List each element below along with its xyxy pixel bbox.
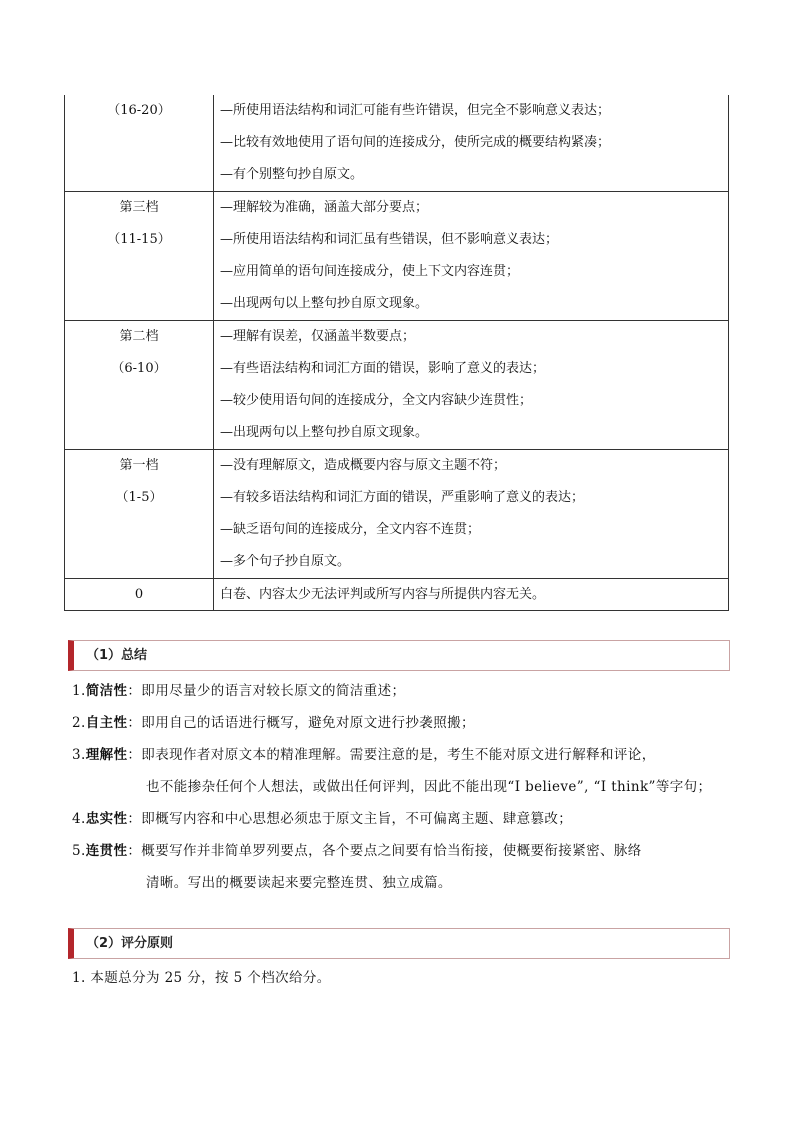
criterion: —比较有效地使用了语句间的连接成分，使所完成的概要结构紧凑； <box>220 135 611 150</box>
item-continuation: 也不能掺杂任何个人想法，或做出任何评判，因此不能出现“I believe”, “I think”等字句； <box>146 779 712 795</box>
criteria-cell <box>214 579 729 611</box>
criterion: —所使用语法结构和词汇虽有些错误，但不影响意义表达； <box>220 232 559 247</box>
criteria-cell <box>214 450 729 579</box>
item-term: 自主性 <box>85 715 128 731</box>
criterion: 白卷、内容太少无法评判或所写内容与所提供内容无关。 <box>220 587 546 602</box>
level-name: 第三档 <box>119 200 159 215</box>
level-cell <box>65 450 214 579</box>
criterion: —有个别整句抄自原文。 <box>220 167 364 182</box>
criterion: —理解较为准确，涵盖大部分要点； <box>220 200 429 215</box>
criteria-cell <box>214 192 729 321</box>
summary-list <box>72 675 732 899</box>
item-text: ：概要写作并非简单罗列要点，各个要点之间要有恰当衔接，使概要衔接紧密、脉络 <box>127 843 642 859</box>
item-text: ：即用自己的话语进行概写，避免对原文进行抄袭照搬； <box>127 715 475 731</box>
criterion: —理解有误差，仅涵盖半数要点； <box>220 329 416 344</box>
item-text: ：即表现作者对原文本的精准理解。需要注意的是，考生不能对原文进行解释和评论， <box>127 747 656 763</box>
score-range: （1-5） <box>115 490 163 505</box>
item-term: 忠实性 <box>85 811 128 827</box>
item-number: 3. <box>72 747 86 763</box>
list-item <box>72 835 732 899</box>
scoring-line: 1. 本题总分为 25 分，按 5 个档次给分。 <box>72 970 331 986</box>
item-number: 5. <box>72 843 86 859</box>
rubric-row <box>65 95 729 192</box>
item-number: 1. <box>72 683 86 699</box>
criterion: —多个句子抄自原文。 <box>220 554 351 569</box>
criterion: —有些语法结构和词汇方面的错误，影响了意义的表达； <box>220 361 546 376</box>
item-text: ：即概写内容和中心思想必须忠于原文主旨，不可偏离主题、肆意篡改； <box>127 811 573 827</box>
item-number: 2. <box>72 715 86 731</box>
criterion: —出现两句以上整句抄自原文现象。 <box>220 425 429 440</box>
level-name: 第一档 <box>119 458 159 473</box>
list-item <box>72 739 732 803</box>
item-continuation: 清晰。写出的概要读起来要完整连贯、独立成篇。 <box>146 875 452 891</box>
level-cell <box>65 192 214 321</box>
item-number: 4. <box>72 811 86 827</box>
rubric-row <box>65 192 729 321</box>
item-term: 理解性 <box>85 747 128 763</box>
level-cell <box>65 95 214 192</box>
criteria-cell <box>214 321 729 450</box>
rubric-table <box>64 95 729 611</box>
rubric-row <box>65 321 729 450</box>
list-item <box>72 803 732 835</box>
scoring-heading: （2）评分原则 <box>68 928 730 959</box>
rubric-row <box>65 579 729 611</box>
item-text: ：即用尽量少的语言对较长原文的简洁重述； <box>127 683 406 699</box>
criterion: —所使用语法结构和词汇可能有些许错误，但完全不影响意义表达； <box>220 103 611 118</box>
rubric-row <box>65 450 729 579</box>
criteria-cell <box>214 95 729 192</box>
score-range: （6-10） <box>111 361 167 376</box>
criterion: —缺乏语句间的连接成分，全文内容不连贯； <box>220 522 481 537</box>
criterion: —出现两句以上整句抄自原文现象。 <box>220 296 429 311</box>
score-range: （16-20） <box>107 103 171 118</box>
level-cell <box>65 321 214 450</box>
item-term: 连贯性 <box>85 843 128 859</box>
summary-heading: （1）总结 <box>68 640 730 671</box>
level-cell <box>65 579 214 611</box>
criterion: —较少使用语句间的连接成分，全文内容缺少连贯性； <box>220 393 533 408</box>
list-item <box>72 707 732 739</box>
criterion: —应用简单的语句间连接成分，使上下文内容连贯； <box>220 264 520 279</box>
criterion: —没有理解原文，造成概要内容与原文主题不符； <box>220 458 507 473</box>
level-name: 第二档 <box>119 329 159 344</box>
list-item <box>72 675 732 707</box>
item-term: 简洁性 <box>85 683 128 699</box>
score-zero: 0 <box>134 587 144 602</box>
score-range: （11-15） <box>107 232 171 247</box>
criterion: —有较多语法结构和词汇方面的错误，严重影响了意义的表达； <box>220 490 585 505</box>
